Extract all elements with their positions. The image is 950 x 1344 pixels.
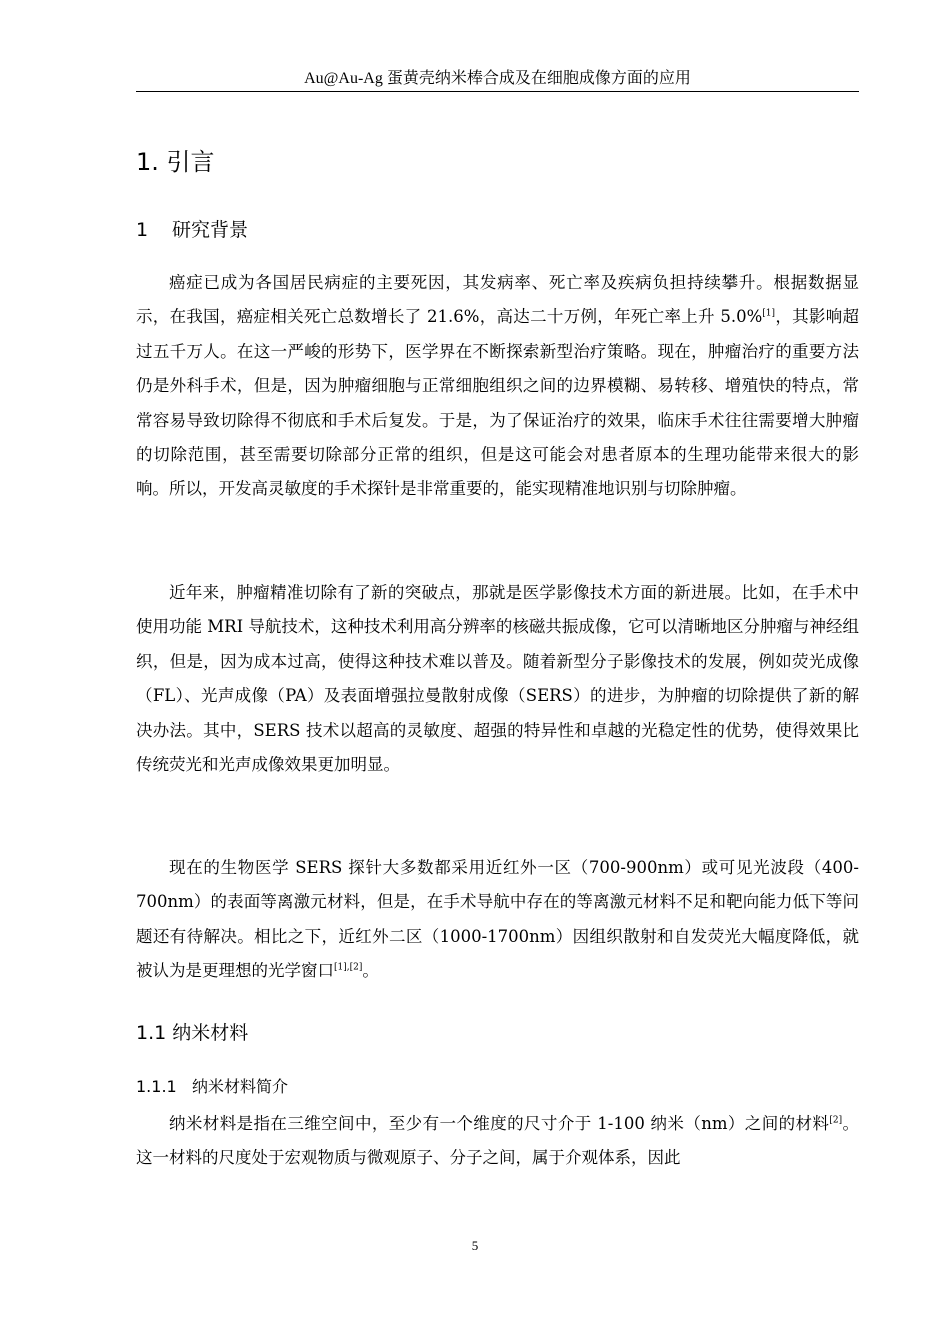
running-header: Au@Au-Ag 蛋黄壳纳米棒合成及在细胞成像方面的应用 [304, 70, 691, 87]
paragraph-sers-probes [136, 851, 859, 989]
paragraph-cancer-background [136, 266, 859, 507]
subsection-title: 纳米材料简介 [192, 1077, 289, 1096]
citation: [2] [829, 1115, 843, 1126]
section-title: 研究背景 [172, 219, 249, 241]
page-number: 5 [471, 1238, 479, 1253]
paragraph-nanomaterial-definition [136, 1107, 859, 1176]
paragraph-text: 纳米材料是指在三维空间中，至少有一个维度的尺寸介于 1-100 纳米（nm）之间的材料 [169, 1114, 830, 1133]
subsection-heading-nanomaterial-intro [136, 1075, 288, 1099]
citation: [1] [762, 308, 776, 319]
section-number: 1.1 [136, 1022, 167, 1044]
paragraph-text: 现在的生物医学 SERS 探针大多数都采用近红外一区（700-900nm）或可见光波段（400-700nm）的表面等离激元材料，但是，在手术导航中存在的等离激元材料不足和靶向能力低下等问题还有待解决。相比之下，近红外二区（1000-1700nm）因组织散射和自发荧光大幅度降低，就被认为是更理想的光学窗口 [136, 858, 859, 981]
paragraph-text: 近年来，肿瘤精准切除有了新的突破点，那就是医学影像技术方面的新进展。比如，在手术中使用功能 MRI 导航技术，这种技术利用高分辨率的核磁共振成像，它可以清晰地区分肿瘤与神经组织，但是，因为成本过高，使得这种技术难以普及。随着新型分子影像技术的发展，例如荧光成像（FL）、光声成像（PA）及表面增强拉曼散射成像（SERS）的进步，为肿瘤的切除提供了新的解决办法。其中，SERS 技术以超高的灵敏度、超强的特异性和卓越的光稳定性的优势，使得效果比传统荧光和光声成像效果更加明显。 [136, 583, 859, 775]
paragraph-text: 癌症已成为各国居民病症的主要死因，其发病率、死亡率及疾病负担持续攀升。根据数据显示，在我国，癌症相关死亡总数增长了 21.6%，高达二十万例，年死亡率上升 5.0% [136, 273, 859, 327]
subsection-number: 1.1.1 [136, 1077, 177, 1096]
paragraph-text: 。 [362, 961, 379, 981]
section-number: 1 [136, 219, 149, 241]
paragraph-text: 。这一材料的尺度处于宏观物质与微观原子、分子之间，属于介观体系，因此 [136, 1114, 859, 1168]
section-heading-nanomaterials [136, 1019, 248, 1047]
paragraph-imaging-advances [136, 576, 859, 782]
section-title: 纳米材料 [172, 1022, 249, 1044]
section-heading-research-background [136, 216, 248, 244]
chapter-title: 1. 引言 [136, 148, 215, 176]
paragraph-text: ，其影响超过五千万人。在这一严峻的形势下，医学界在不断探索新型治疗策略。现在，肿瘤治疗的重要方法仍是外科手术，但是，因为肿瘤细胞与正常细胞组织之间的边界模糊、易转移、增殖快的特点，常常容易导致切除得不彻底和手术后复发。于是，为了保证治疗的效果，临床手术往往需要增大肿瘤的切除范围，甚至需要切除部分正常的组织，但是这可能会对患者原本的生理功能带来很大的影响。所以，开发高灵敏度的手术探针是非常重要的，能实现精准地识别与切除肿瘤。 [136, 307, 860, 499]
header-rule [136, 91, 859, 92]
citation: [1],[2] [334, 962, 363, 973]
